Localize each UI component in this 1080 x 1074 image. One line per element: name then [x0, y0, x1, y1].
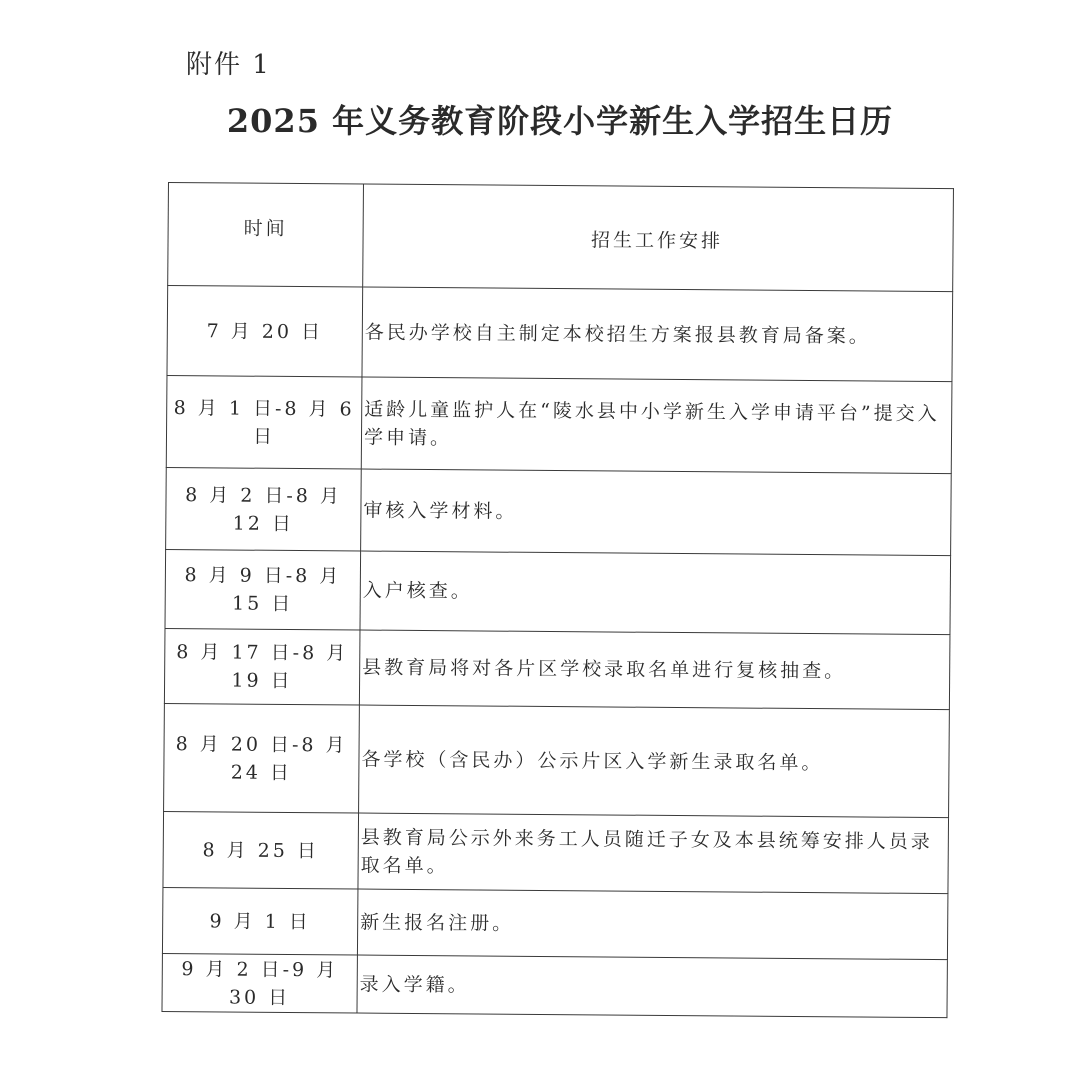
table-row [167, 286, 953, 382]
row-task: 录入学籍。 [357, 955, 947, 1018]
row-task: 县教育局将对各片区学校录取名单进行复核抽查。 [359, 630, 950, 710]
row-task: 县教育局公示外来务工人员随迁子女及本县统筹安排人员录取名单。 [358, 813, 949, 894]
table-header-row [168, 183, 954, 292]
table-row [162, 887, 947, 959]
attachment-label: 附件 1 [186, 50, 271, 80]
table-row [165, 549, 951, 634]
table-row [166, 467, 952, 555]
table-row [163, 811, 949, 893]
table-row [162, 953, 947, 1017]
row-time: 8 月 17 日-8 月 19 日 [164, 628, 360, 705]
table-row [164, 703, 950, 817]
header-time: 时间 [168, 183, 364, 288]
table-row [166, 375, 952, 473]
row-time: 8 月 2 日-8 月 12 日 [166, 467, 362, 551]
row-time: 8 月 25 日 [163, 811, 359, 889]
row-time: 8 月 9 日-8 月 15 日 [165, 549, 361, 630]
row-task: 各民办学校自主制定本校招生方案报县教育局备案。 [362, 287, 953, 382]
row-time: 7 月 20 日 [167, 286, 363, 378]
row-task: 各学校（含民办）公示片区入学新生录取名单。 [359, 705, 950, 818]
header-task: 招生工作安排 [363, 184, 954, 292]
row-time: 9 月 2 日-9 月 30 日 [162, 953, 357, 1013]
row-task: 适龄儿童监护人在“陵水县中小学新生入学申请平台”提交入学申请。 [361, 377, 952, 474]
row-time: 8 月 1 日-8 月 6 日 [166, 375, 362, 469]
table-row [164, 628, 950, 709]
row-time: 8 月 20 日-8 月 24 日 [164, 703, 360, 813]
row-task: 审核入学材料。 [361, 469, 952, 556]
enrollment-schedule-table [161, 182, 953, 1018]
row-time: 9 月 1 日 [162, 887, 358, 955]
row-task: 入户核查。 [360, 551, 951, 635]
row-task: 新生报名注册。 [357, 889, 948, 960]
document-title: 2025 年义务教育阶段小学新生入学招生日历 [226, 102, 894, 140]
